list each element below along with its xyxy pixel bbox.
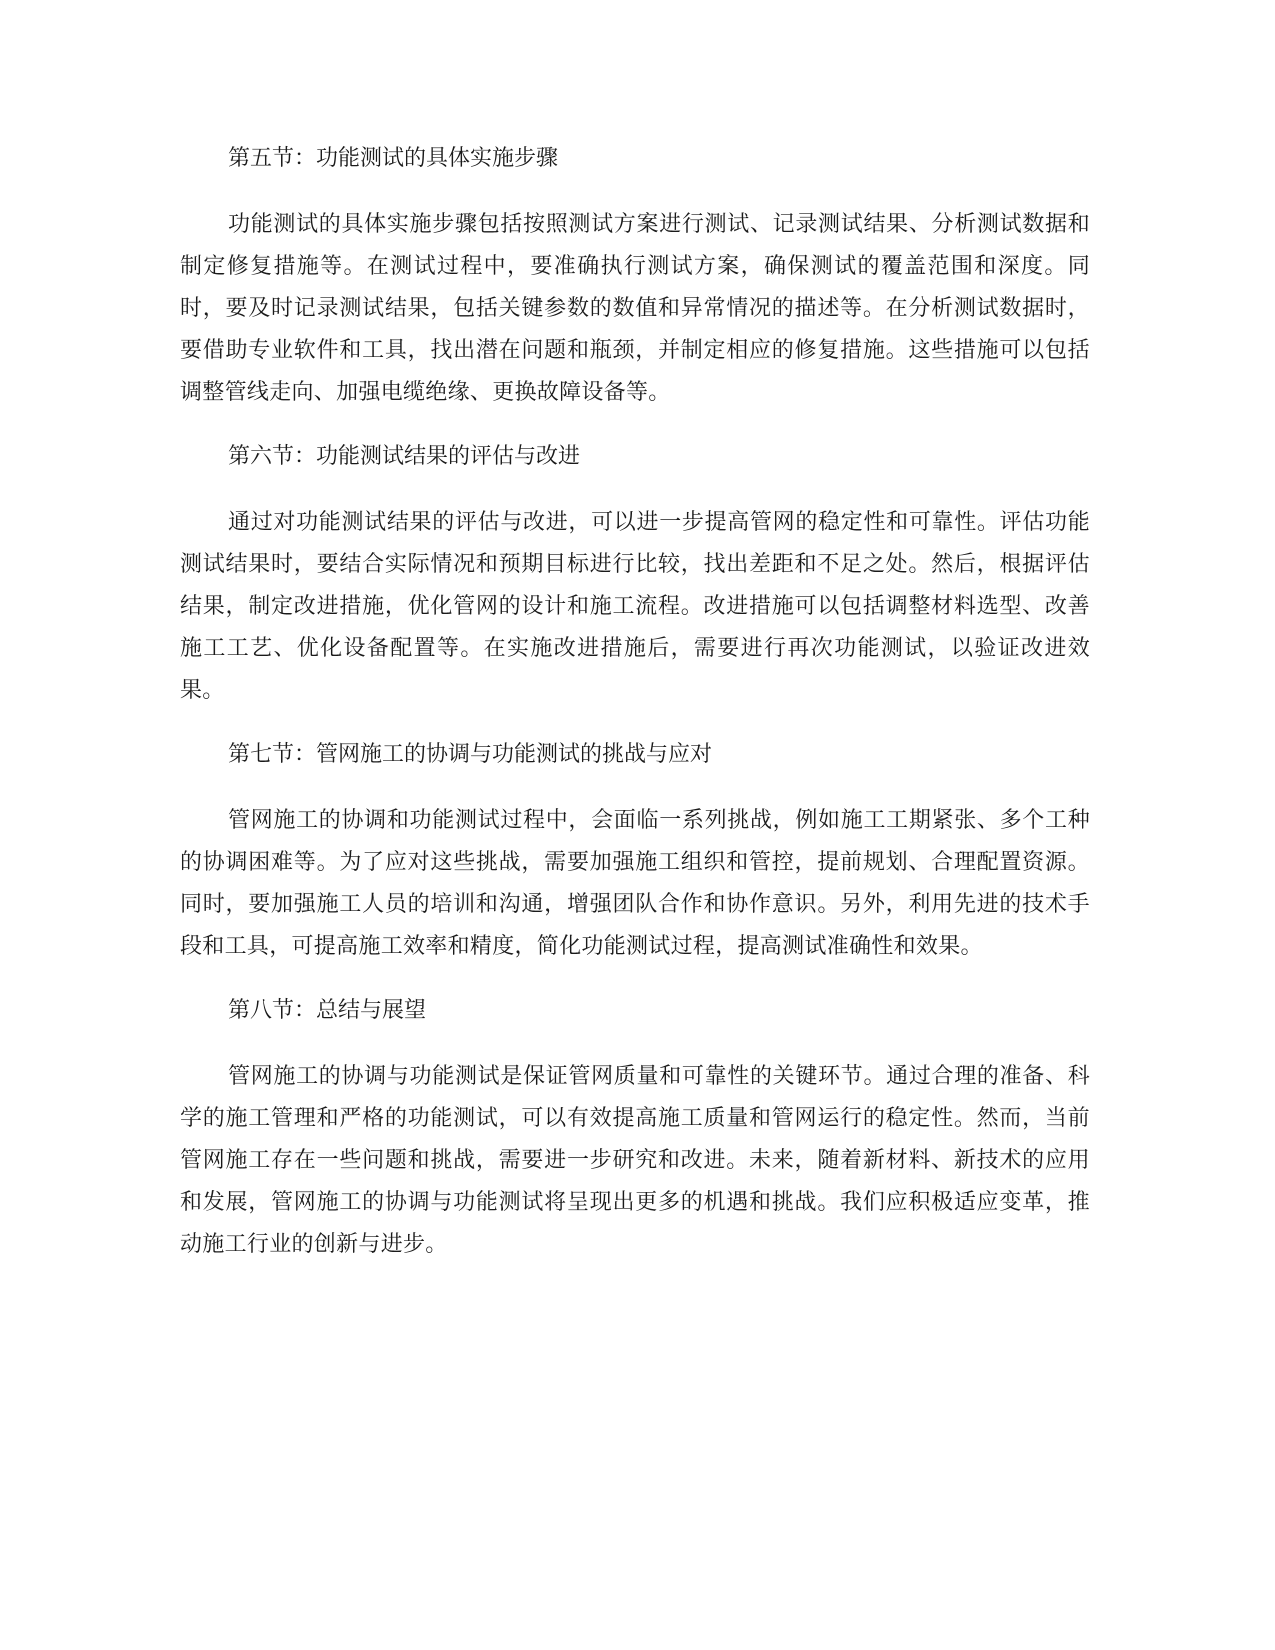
section-paragraph-6: 通过对功能测试结果的评估与改进，可以进一步提高管网的稳定性和可靠性。评估功能测试结果时，要结合实际情况和预期目标进行比较，找出差距和不足之处。然后，根据评估结果，制定改进措施，优化管网的设计和施工流程。改进措施可以包括调整材料选型、改善施工工艺、优化设备配置等。在实施改进措施后，需要进行再次功能测试，以验证改进效果。 — [180, 510, 1090, 703]
section-heading-7: 第七节：管网施工的协调与功能测试的挑战与应对 — [228, 742, 713, 767]
document-body — [180, 138, 1090, 1288]
section-heading-8: 第八节：总结与展望 — [228, 998, 427, 1023]
section-heading-6: 第六节：功能测试结果的评估与改进 — [228, 444, 581, 469]
section-heading-5: 第五节：功能测试的具体实施步骤 — [228, 146, 559, 171]
section-paragraph-7: 管网施工的协调和功能测试过程中，会面临一系列挑战，例如施工工期紧张、多个工种的协调困难等。为了应对这些挑战，需要加强施工组织和管控，提前规划、合理配置资源。同时，要加强施工人员的培训和沟通，增强团队合作和协作意识。另外，利用先进的技术手段和工具，可提高施工效率和精度，简化功能测试过程，提高测试准确性和效果。 — [180, 808, 1090, 959]
section-paragraph-8: 管网施工的协调与功能测试是保证管网质量和可靠性的关键环节。通过合理的准备、科学的施工管理和严格的功能测试，可以有效提高施工质量和管网运行的稳定性。然而，当前管网施工存在一些问题和挑战，需要进一步研究和改进。未来，随着新材料、新技术的应用和发展，管网施工的协调与功能测试将呈现出更多的机遇和挑战。我们应积极适应变革，推动施工行业的创新与进步。 — [180, 1064, 1090, 1257]
section-paragraph-5: 功能测试的具体实施步骤包括按照测试方案进行测试、记录测试结果、分析测试数据和制定修复措施等。在测试过程中，要准确执行测试方案，确保测试的覆盖范围和深度。同时，要及时记录测试结果，包括关键参数的数值和异常情况的描述等。在分析测试数据时，要借助专业软件和工具，找出潜在问题和瓶颈，并制定相应的修复措施。这些措施可以包括调整管线走向、加强电缆绝缘、更换故障设备等。 — [180, 212, 1090, 405]
